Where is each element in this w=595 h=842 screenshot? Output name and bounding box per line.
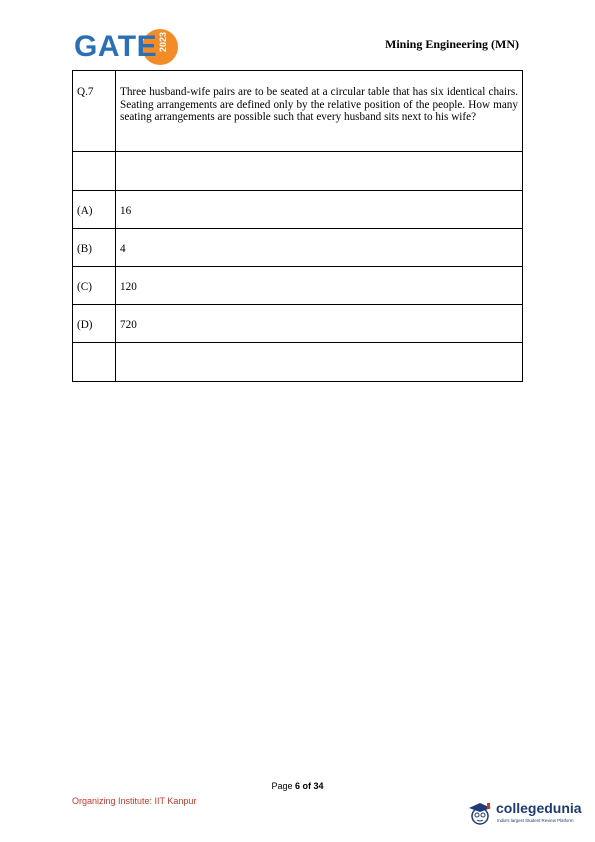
option-label: (A): [77, 205, 93, 217]
paper-title: Mining Engineering (MN): [385, 37, 519, 51]
question-number: Q.7: [77, 86, 94, 98]
option-value: 720: [120, 319, 137, 331]
option-row-d: [73, 305, 523, 343]
option-value-cell: [116, 305, 523, 343]
option-label-cell: [73, 229, 116, 267]
option-label: (B): [77, 243, 92, 255]
question-table: [72, 70, 523, 382]
option-row-c: [73, 267, 523, 305]
option-label-cell: [73, 267, 116, 305]
option-value-cell: [116, 229, 523, 267]
collegedunia-logo: [466, 796, 582, 832]
option-label: (C): [77, 281, 92, 293]
logo-year: 2023: [158, 32, 168, 53]
question-text: Three husband-wife pairs are to be seated at a circular table that has six identical chairs. Seating arrangements are defined only by the relative position of the people. How many seating arrangements are possible such that every husband sits next to his wife?: [120, 86, 518, 124]
brand-name: collegedunia: [496, 800, 582, 816]
option-label: (D): [77, 319, 93, 331]
option-label-cell: [73, 305, 116, 343]
question-row: [73, 71, 523, 152]
question-text-cell: [116, 71, 523, 152]
logo-text: GATE: [74, 30, 158, 63]
blank-row: [73, 343, 523, 382]
page-number: [0, 781, 595, 791]
gate-2023-logo: [74, 28, 184, 68]
organizing-institute: Organizing Institute: IIT Kanpur: [72, 796, 197, 806]
blank-row: [73, 152, 523, 191]
option-value-cell: [116, 267, 523, 305]
option-label-cell: [73, 191, 116, 229]
page-total: 34: [313, 781, 324, 791]
brand-tagline: India's largest Student Review Platform: [497, 818, 574, 823]
blank-cell: [116, 343, 523, 382]
page-of: of: [300, 781, 314, 791]
blank-cell: [73, 152, 116, 191]
option-value: 120: [120, 281, 137, 293]
question-number-cell: [73, 71, 116, 152]
option-row-b: [73, 229, 523, 267]
page-current: 6: [295, 781, 301, 791]
blank-cell: [116, 152, 523, 191]
page-prefix: Page: [271, 781, 295, 791]
graduate-icon: [466, 800, 494, 828]
blank-cell: [73, 343, 116, 382]
option-value: 4: [120, 243, 126, 255]
option-value: 16: [120, 205, 132, 217]
option-value-cell: [116, 191, 523, 229]
option-row-a: [73, 191, 523, 229]
